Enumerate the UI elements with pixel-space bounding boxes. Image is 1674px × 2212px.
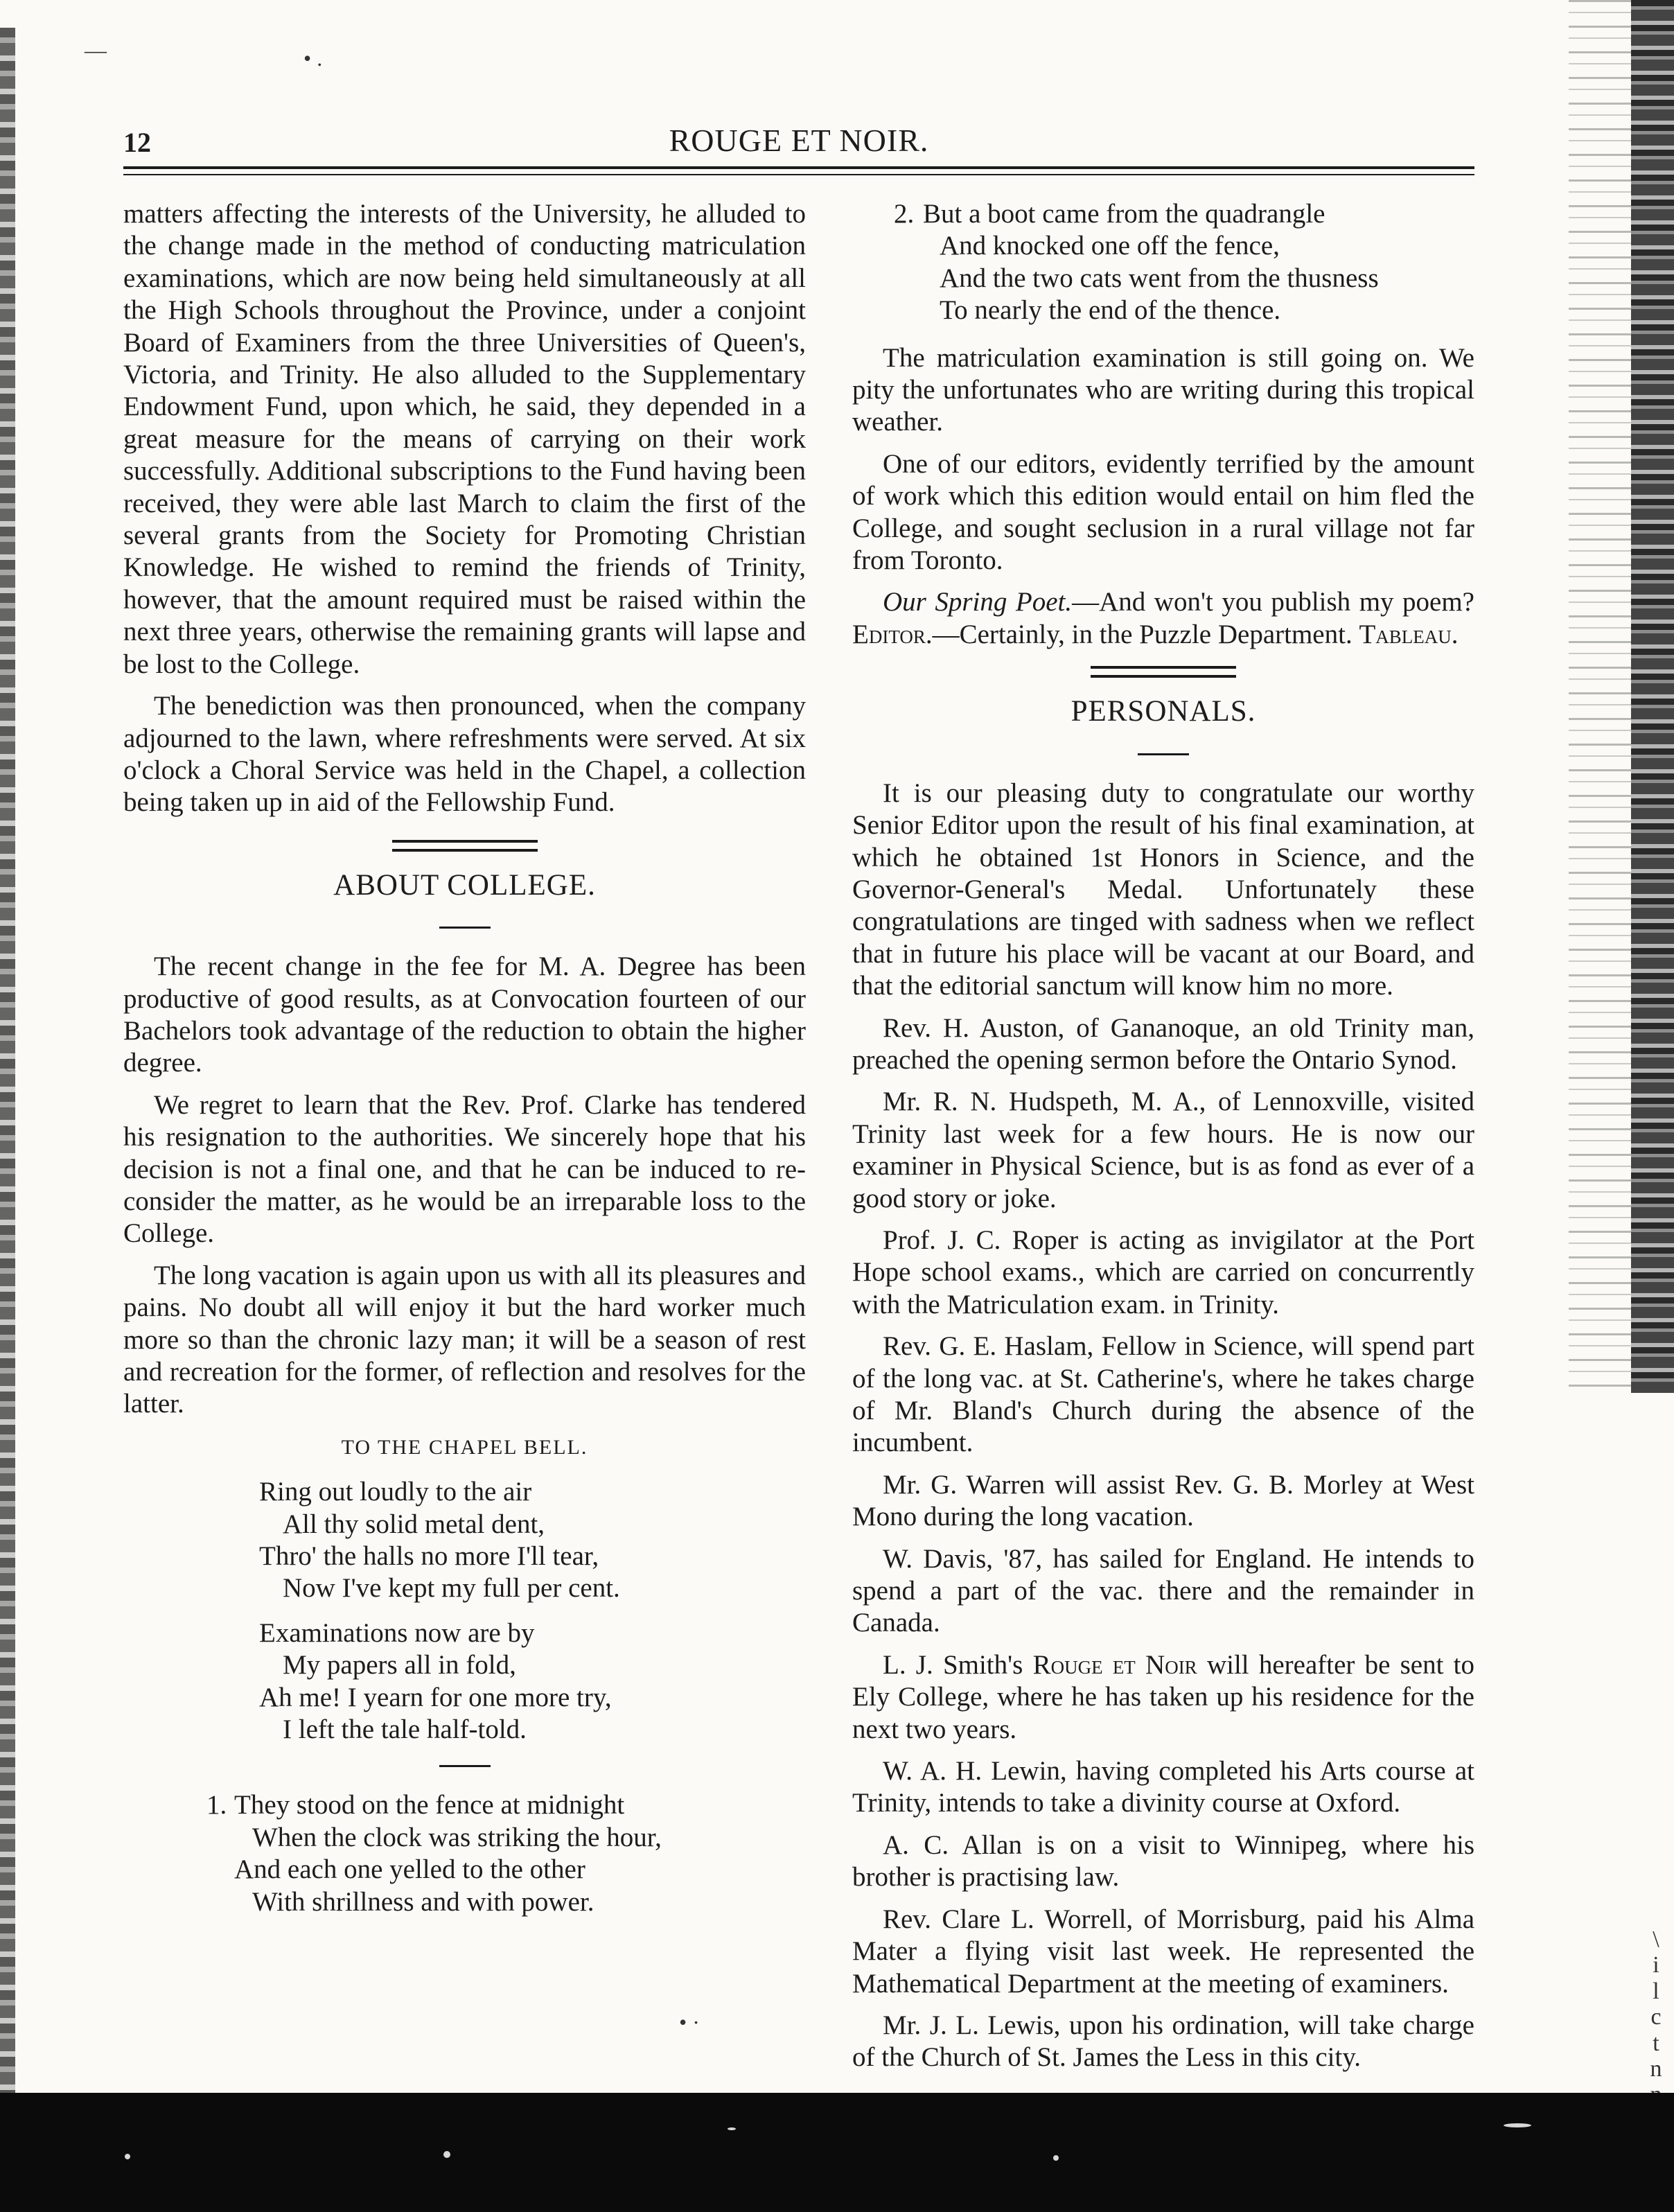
scan-edge-right-shadow <box>1569 0 1631 1393</box>
poem <box>259 1476 806 1746</box>
heading-dash <box>439 927 491 929</box>
song-line: 1. They stood on the fence at midnight <box>206 1789 806 1821</box>
song-line: With shrillness and with power. <box>252 1886 594 1917</box>
section-heading-personals: PERSONALS. <box>1071 695 1256 728</box>
poem-line: All thy solid metal dent, <box>283 1509 545 1539</box>
poem-stanza <box>259 1617 806 1746</box>
scan-mark: • · <box>679 2010 700 2035</box>
page-header <box>123 122 1474 164</box>
paragraph: Rev. Clare L. Worrell, of Morrisburg, paid his Alma Mater a flying visit last week. He represented the Mathematical Department at the meeting of examiners. <box>852 1904 1474 1999</box>
paragraph: One of our editors, evidently terrified by the amount of work which this edition would entail on him fled the College, and sought seclusion in a rural village not far from Toronto. <box>852 448 1474 576</box>
paragraph: Prof. J. C. Roper is acting as invigilator at the Port Hope school exams., which are carried on concurrently with the Matriculation exam. in Trinity. <box>852 1224 1474 1319</box>
editor-label: Editor. <box>852 619 933 649</box>
song-verse-1 <box>206 1789 806 1918</box>
paragraph: The recent change in the fee for M. A. Degree has been productive of good results, as at Convocation fourteen of our Bachelors took advantage of the reduction to obtain the higher degree. <box>123 951 806 1078</box>
song-verse-2 <box>894 198 1474 327</box>
scan-edge-left <box>0 28 15 2107</box>
section-heading-about-college: ABOUT COLLEGE. <box>333 868 596 902</box>
paragraph: It is our pleasing duty to congratulate our worthy Senior Editor upon the result of his final examination, at which he obtained 1st Honors in Science, and the Governor-General's Medal. Unfortunately these congratulations are tinged with sadness when we reflect that in future his place will be vacant at our Board, and that the editorial sanctum will know him no more. <box>852 778 1474 1001</box>
song-line: 2. But a boot came from the quadrangle <box>894 198 1474 230</box>
verse-number: 1. <box>206 1790 227 1820</box>
poem-stanza <box>259 1476 806 1605</box>
paragraph: L. J. Smith's Rouge et Noir will hereafter be sent to Ely College, where he has taken up his residence for the next two years. <box>852 1649 1475 1744</box>
poem-line: My papers all in fold, <box>283 1650 516 1680</box>
poem-line: Thro' the halls no more I'll tear, <box>259 1541 599 1572</box>
scan-mark: — <box>85 37 107 62</box>
song-line: And each one yelled to the other <box>234 1854 585 1885</box>
paragraph: We regret to learn that the Rev. Prof. Clarke has tendered his resignation to the authorities. We sincerely hope that his decision is not a final one, and that he can be induced to re-consider the matter, as he would be an irreparable loss to the College. <box>123 1089 806 1249</box>
section-divider <box>392 840 538 852</box>
paragraph: matters affecting the interests of the University, he alluded to the change made in the method of conducting matriculation examinations, which are now being held simultaneously at all the High Schools throughout the Province, under a conjoint Board of Examiners from the three Universities of Queen's, Victoria, and Trinity. He also alluded to the Supplementary Endowment Fund, upon which, he said, they depended in a great measure for the means of carrying on their work successfully. Additional subscriptions to the Fund having been received, they were able last March to claim the first of the several grants from the Society for Promoting Christian Knowledge. He wished to remind the friends of Trinity, however, that the amount required must be raised within the next three years, otherwise the remaining grants will lapse and be lost to the College. <box>123 199 806 679</box>
song-line: And knocked one off the fence, <box>940 231 1280 261</box>
song-line: When the clock was striking the hour, <box>252 1822 662 1852</box>
paragraph: The benediction was then pronounced, when the company adjourned to the lawn, where refreshments were served. At six o'clock a Choral Service was held in the Chapel, a collection being taken up in aid of the Fellowship Fund. <box>123 691 806 818</box>
paragraph: A. C. Allan is on a visit to Winnipeg, where his brother is practising law. <box>852 1829 1474 1893</box>
margin-fragment: \ i l c t n <box>1650 1926 1662 2082</box>
magazine-name: Rouge et Noir <box>1032 1649 1197 1680</box>
poet-exchange: Our Spring Poet.—And won't you publish my poem? Editor.—Certainly, in the Puzzle Department. Tableau. <box>852 587 1474 649</box>
verse-number: 2. <box>894 199 915 229</box>
speaker-label: Our Spring Poet. <box>883 587 1073 617</box>
poem-line: I left the tale half-told. <box>283 1714 527 1745</box>
header-rule <box>123 166 1474 169</box>
section-divider <box>1091 666 1236 678</box>
paragraph: Mr. R. N. Hudspeth, M. A., of Lennoxville, visited Trinity last week for a few hours. He is now our examiner in Physical Science, but is as fond as ever of a good story or joke. <box>852 1087 1474 1213</box>
poem-line: Now I've kept my full per cent. <box>283 1573 620 1604</box>
paragraph: The long vacation is again upon us with all its pleasures and pains. No doubt all will enjoy it but the hard worker much more so than the chronic lazy man; it will be a season of rest and recreation for the former, of reflection and resolves for the latter. <box>123 1260 806 1419</box>
scan-edge-right <box>1631 0 1674 1393</box>
signature: Tableau. <box>1359 619 1459 649</box>
running-title: ROUGE ET NOIR. <box>669 123 929 158</box>
header-rule <box>123 174 1474 175</box>
paragraph: Mr. J. L. Lewis, upon his ordination, will take charge of the Church of St. James the Less in this city. <box>852 2010 1474 2073</box>
poem-line: Examinations now are by <box>259 1617 535 1648</box>
scan-mark: • . <box>303 46 323 71</box>
page-number: 12 <box>123 127 151 158</box>
paragraph: Rev. H. Auston, of Gananoque, an old Trinity man, preached the opening sermon before the Ontario Synod. <box>852 1012 1474 1075</box>
paragraph: The matriculation examination is still going on. We pity the unfortunates who are writing during this tropical weather. <box>852 342 1474 437</box>
song-line: To nearly the end of the thence. <box>940 295 1281 326</box>
right-column <box>852 198 1474 2084</box>
section-dash <box>439 1765 491 1767</box>
paragraph: Rev. G. E. Haslam, Fellow in Science, will spend part of the long vac. at St. Catherine's, where he takes charge of Mr. Bland's Church during the absence of the incumbent. <box>852 1331 1474 1458</box>
paragraph: W. Davis, '87, has sailed for England. He intends to spend a part of the vac. there and the remainder in Canada. <box>852 1543 1474 1638</box>
heading-dash <box>1138 753 1189 755</box>
poem-line: Ring out loudly to the air <box>259 1477 532 1507</box>
song-line: And the two cats went from the thusness <box>940 263 1379 293</box>
paragraph: Mr. G. Warren will assist Rev. G. B. Morley at West Mono during the long vacation. <box>852 1469 1474 1532</box>
paragraph: W. A. H. Lewin, having completed his Arts course at Trinity, intends to take a divinity course at Oxford. <box>852 1756 1474 1818</box>
poem-title: TO THE CHAPEL BELL. <box>341 1435 588 1459</box>
poem-line: Ah me! I yearn for one more try, <box>259 1682 612 1712</box>
left-column <box>123 198 806 1918</box>
scan-edge-bottom <box>0 2093 1674 2212</box>
